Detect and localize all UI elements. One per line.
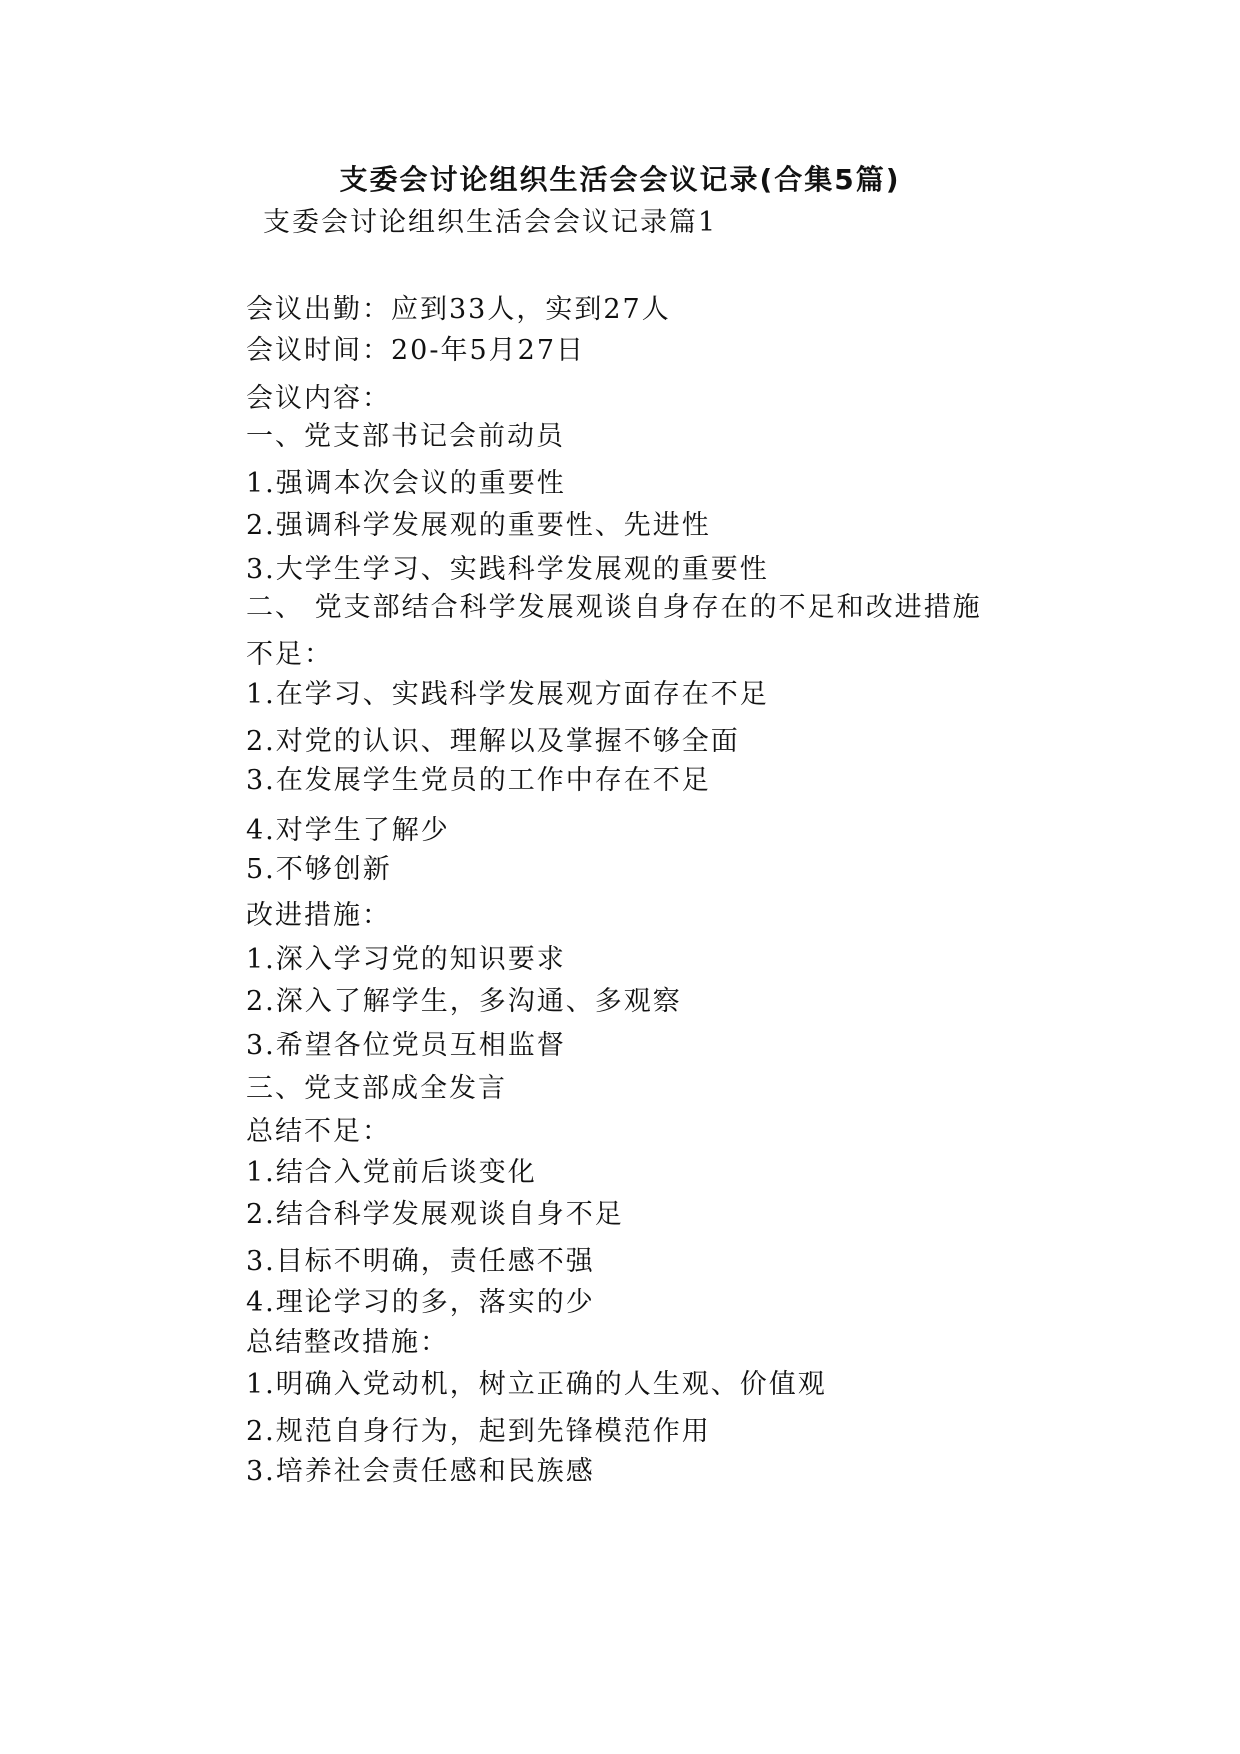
text-line: 不足：: [246, 639, 333, 670]
text-line: 二、 党支部结合科学发展观谈自身存在的不足和改进措施: [246, 592, 982, 623]
text-line: 2.深入了解学生，多沟通、多观察: [246, 986, 682, 1017]
text-line: 2.规范自身行为，起到先锋模范作用: [246, 1416, 711, 1447]
text-line: 3.大学生学习、实践科学发展观的重要性: [246, 554, 769, 585]
text-line: 1.深入学习党的知识要求: [246, 944, 566, 975]
text-line: 一、党支部书记会前动员: [246, 421, 565, 452]
text-line: 会议内容：: [246, 383, 391, 414]
text-line: 会议出勤：应到33人，实到27人: [246, 294, 671, 325]
document-title: 支委会讨论组织生活会会议记录(合集5篇): [339, 163, 901, 196]
text-line: 2.强调科学发展观的重要性、先进性: [246, 510, 711, 541]
text-line: 1.明确入党动机，树立正确的人生观、价值观: [246, 1369, 827, 1400]
text-line: 3.目标不明确，责任感不强: [246, 1246, 595, 1277]
text-line: 3.希望各位党员互相监督: [246, 1030, 566, 1061]
text-line: 2.对党的认识、理解以及掌握不够全面: [246, 726, 740, 757]
text-line: 3.在发展学生党员的工作中存在不足: [246, 765, 711, 796]
text-line: 1.结合入党前后谈变化: [246, 1157, 537, 1188]
text-line: 1.在学习、实践科学发展观方面存在不足: [246, 679, 769, 710]
text-line: 2.结合科学发展观谈自身不足: [246, 1199, 624, 1230]
text-line: 会议时间：20-年5月27日: [246, 335, 586, 366]
text-line: 1.强调本次会议的重要性: [246, 468, 566, 499]
text-line: 5.不够创新: [246, 854, 392, 885]
text-line: 3.培养社会责任感和民族感: [246, 1456, 595, 1487]
text-line: 4.理论学习的多，落实的少: [246, 1287, 595, 1318]
text-line: 总结不足：: [246, 1116, 391, 1147]
text-line: 总结整改措施：: [246, 1327, 449, 1358]
document-subtitle: 支委会讨论组织生活会会议记录篇1: [263, 207, 718, 238]
text-line: 4.对学生了解少: [246, 815, 450, 846]
text-line: 改进措施：: [246, 900, 391, 931]
text-line: 三、党支部成全发言: [246, 1073, 507, 1104]
